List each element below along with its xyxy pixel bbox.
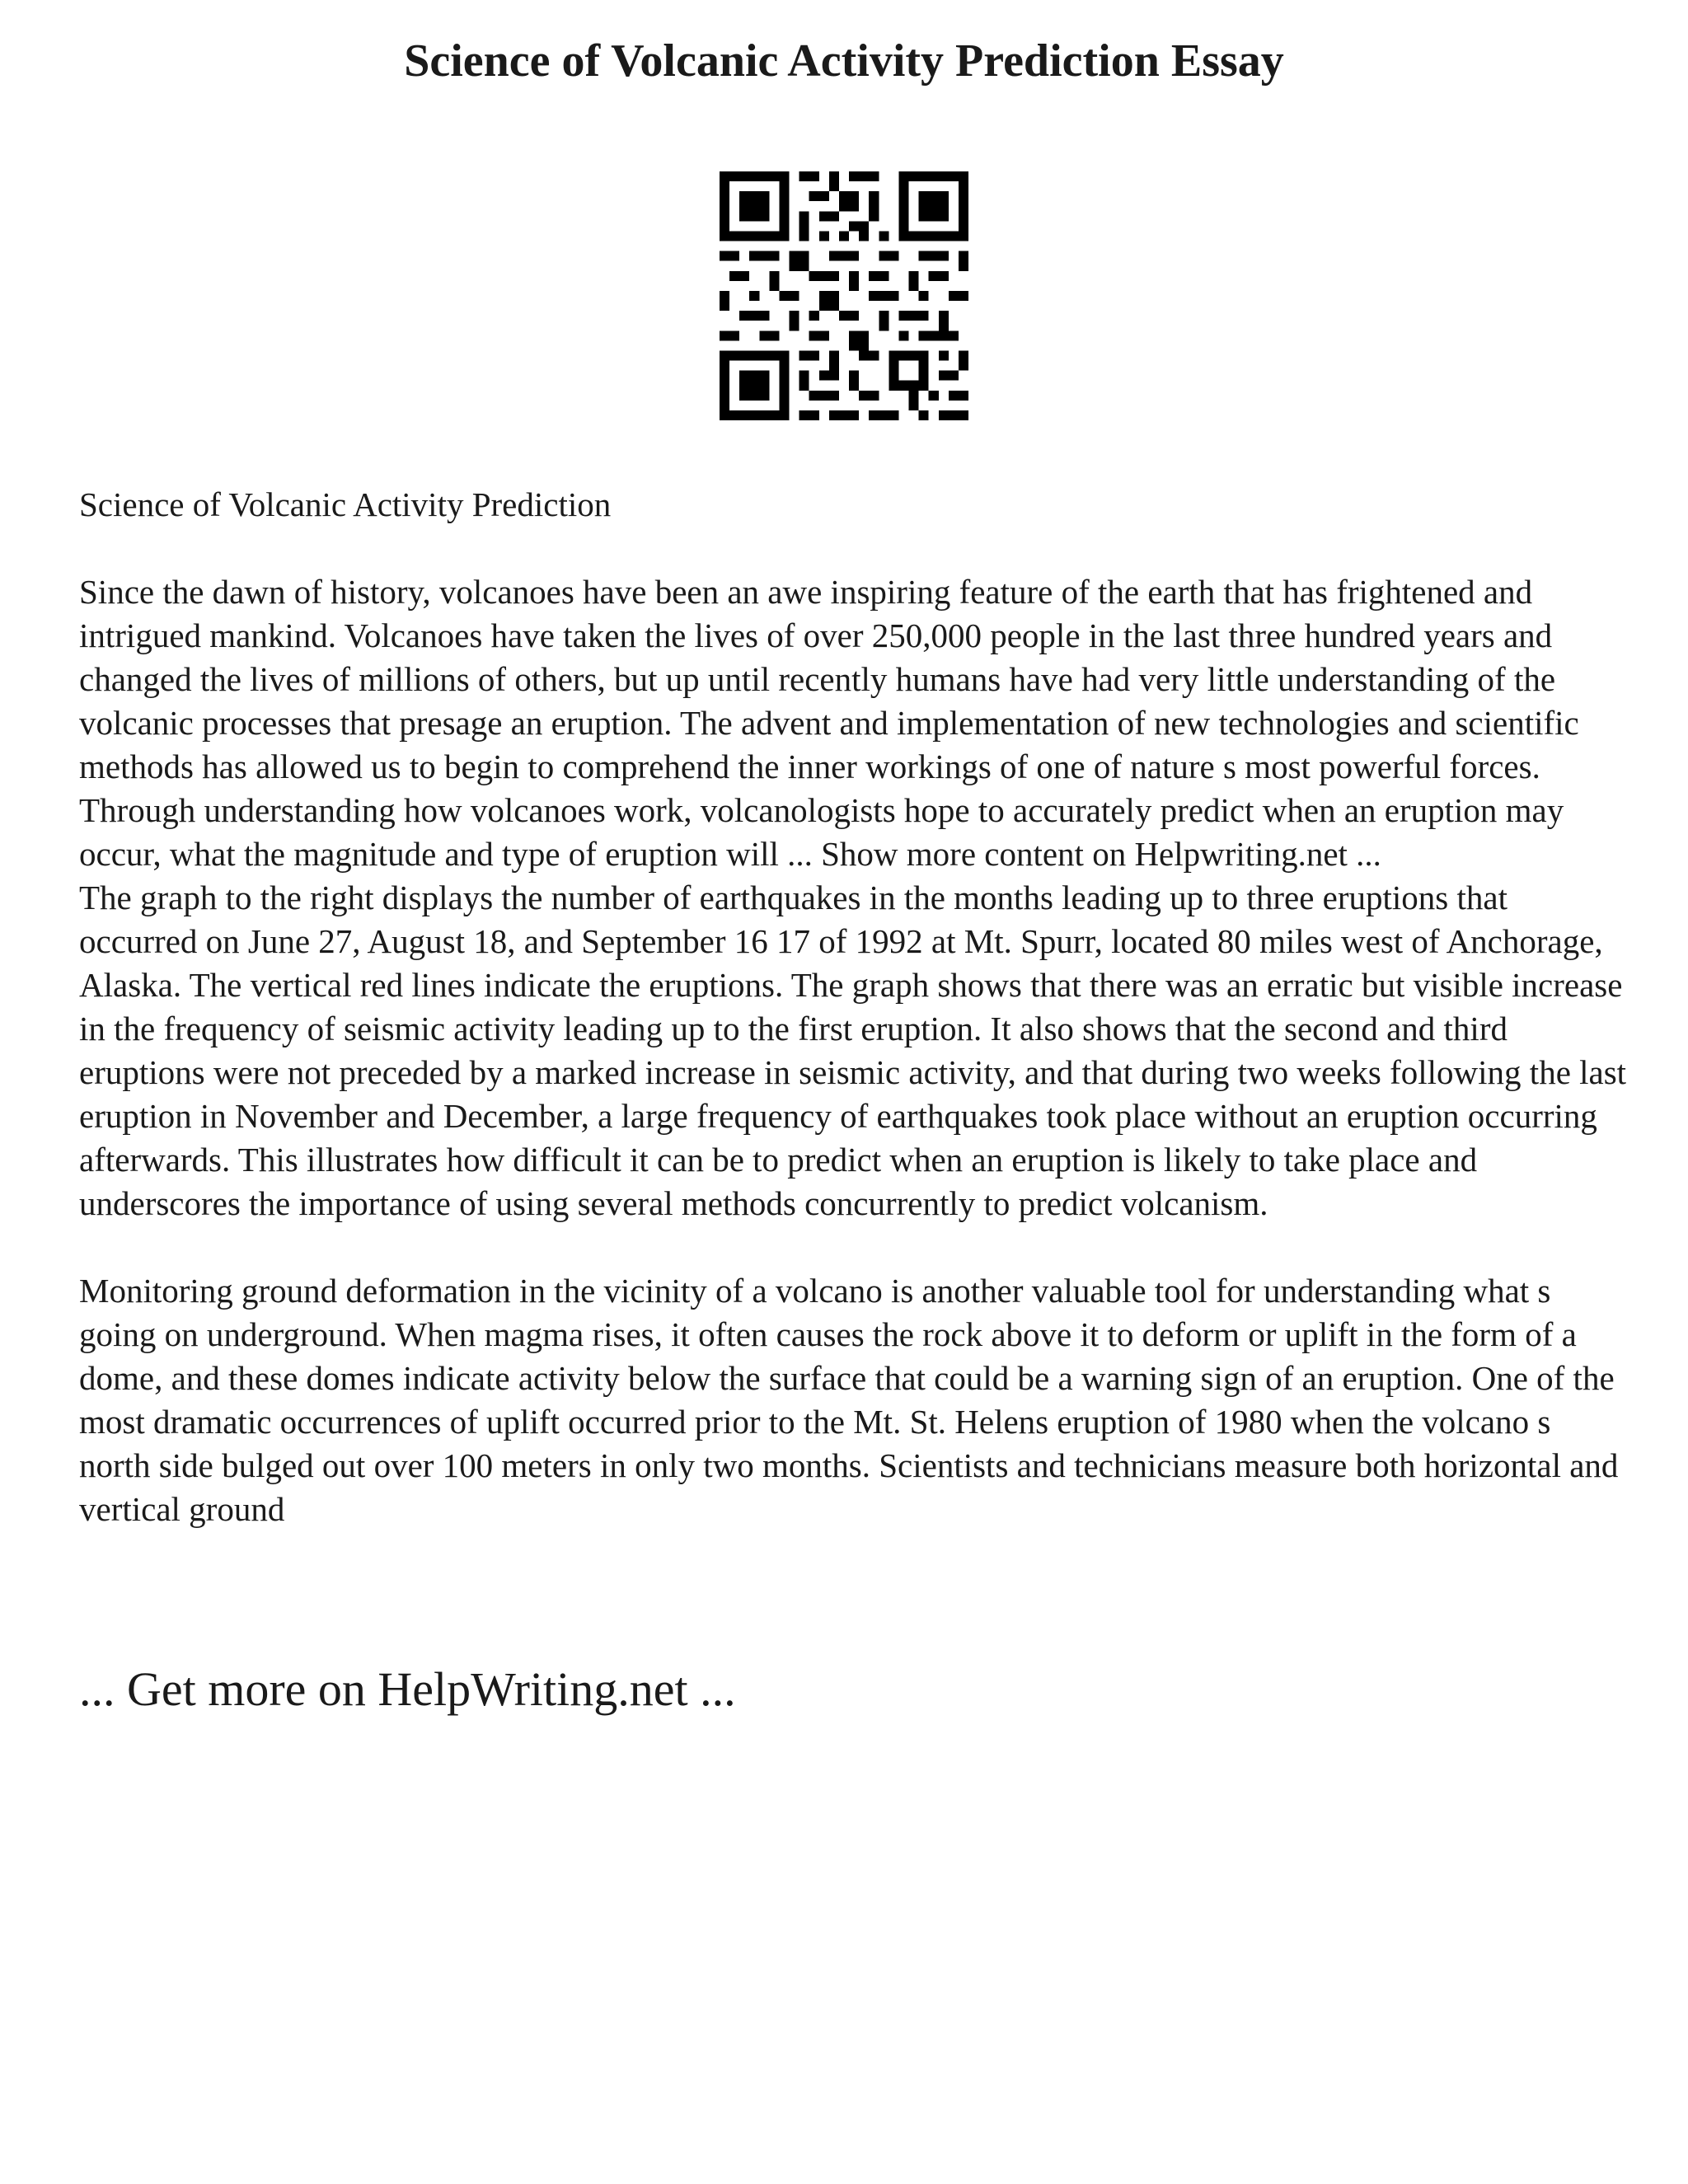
essay-subtitle: Science of Volcanic Activity Prediction xyxy=(79,485,612,523)
essay-paragraph-3: Monitoring ground deformation in the vicinity of a volcano is another valuable tool for understanding what s going on underground. When magma rises, it often causes the rock above it to deform or uplift in the form of a dome, and these domes indicate activity below the surface that could be a warning sign of an eruption. One of the most dramatic occurrences of uplift occurred prior to the Mt. St. Helens eruption of 1980 when the volcano s north side bulged out over 100 meters in only two months. Scientists and technicians measure both horizontal and vertical ground xyxy=(79,1272,1619,1528)
get-more-link[interactable]: ... Get more on HelpWriting.net ... xyxy=(79,1662,736,1716)
essay-body xyxy=(79,483,1629,1531)
qr-code-icon xyxy=(720,171,968,420)
essay-paragraph-1: Since the dawn of history, volcanoes have been an awe inspiring feature of the earth that has frightened and intrigued mankind. Volcanoes have taken the lives of over 250,000 people in the last three hundred years and changed the lives of millions of others, but up until recently humans have had very little understanding of the volcanic processes that presage an eruption. The advent and implementation of new technologies and scientific methods has allowed us to begin to comprehend the inner workings of one of nature s most powerful forces. Through understanding how volcanoes work, volcanologists hope to accurately predict when an eruption may occur, what the magnitude and type of eruption will ... Show more content on Helpwriting.net ... xyxy=(79,573,1579,873)
essay-paragraph-2: The graph to the right displays the number of earthquakes in the months leading up to three eruptions that occurred on June 27, August 18, and September 16 17 of 1992 at Mt. Spurr, located 80 miles west of Anchorage, Alaska. The vertical red lines indicate the eruptions. The graph shows that there was an erratic but visible increase in the frequency of seismic activity leading up to the first eruption. It also shows that the second and third eruptions were not preceded by a marked increase in seismic activity, and that during two weeks following the last eruption in November and December, a large frequency of earthquakes took place without an eruption occurring afterwards. This illustrates how difficult it can be to predict when an eruption is likely to take place and underscores the importance of using several methods concurrently to predict volcanism. xyxy=(79,879,1627,1222)
document-title: Science of Volcanic Activity Prediction Essay xyxy=(404,35,1284,87)
